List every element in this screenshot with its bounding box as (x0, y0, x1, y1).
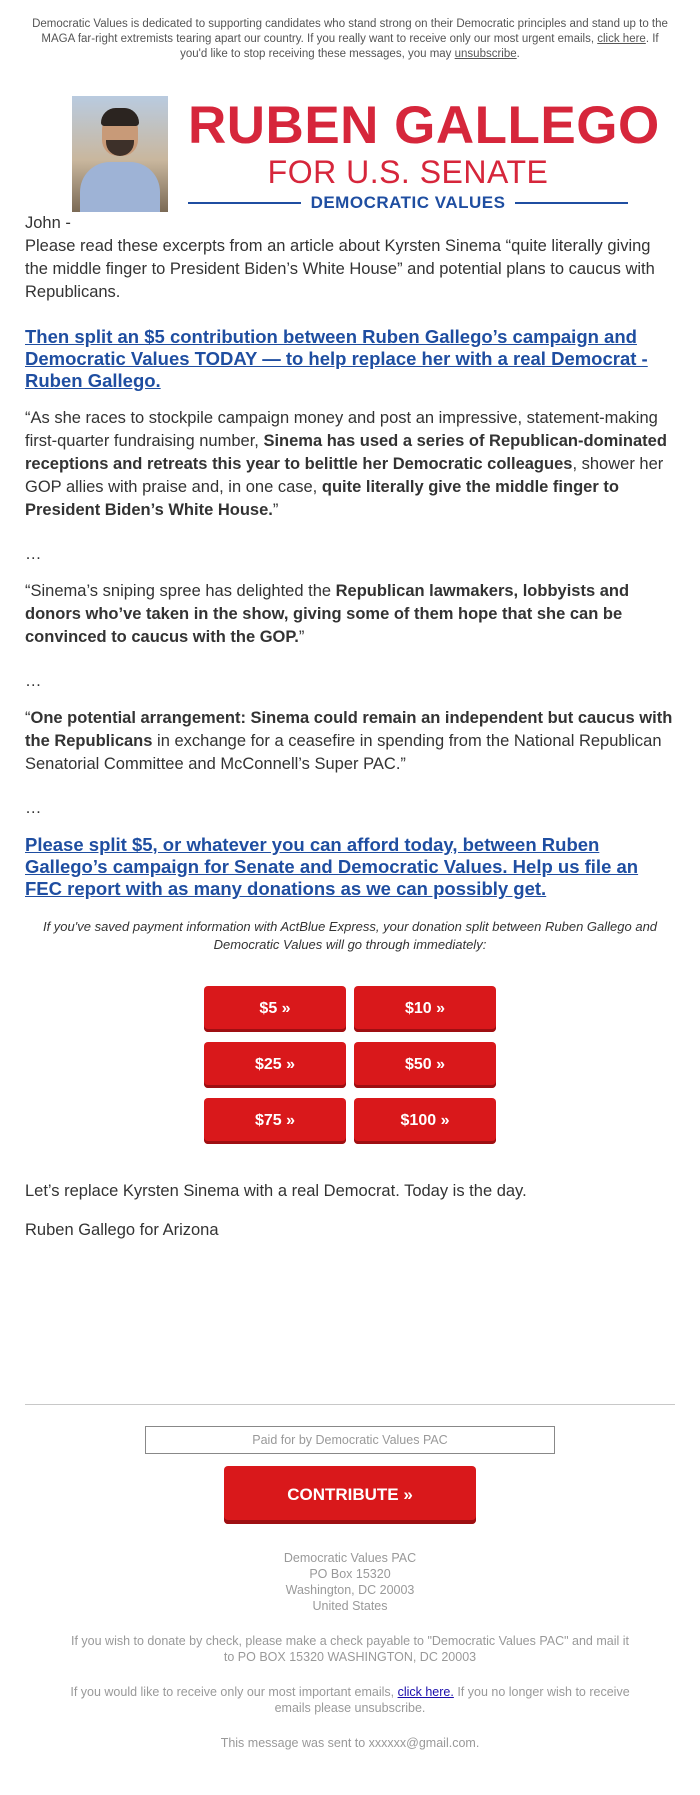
sent-to-note: This message was sent to xxxxxx@gmail.com. (220, 1736, 480, 1750)
closing-line: Let’s replace Kyrsten Sinema with a real Democrat. Today is the day. (25, 1182, 527, 1200)
logo-office: FOR U.S. SENATE (267, 154, 549, 190)
donate-100-button[interactable]: $100 » (354, 1098, 496, 1144)
letter-body (25, 212, 675, 900)
logo-org (188, 193, 628, 213)
preheader-end: . (516, 48, 520, 60)
donation-button-grid (204, 986, 496, 1144)
ellipsis-1: … (25, 545, 42, 563)
footer-divider (25, 1404, 675, 1405)
salutation: John - (25, 214, 71, 232)
footer-click-here-link[interactable]: click here. (397, 1685, 454, 1699)
quote-3: “One potential arrangement: Sinema could remain an independent but caucus with the Republicans in exchange for a ceasefire in spending from the National Republican Senatorial Committee and McConnell’s Super PAC.” (25, 709, 673, 773)
donate-75-button[interactable]: $75 » (204, 1098, 346, 1144)
candidate-photo (72, 96, 168, 212)
quote-1: “As she races to stockpile campaign money and post an impressive, statement-making first-quarter fundraising number, Sinema has used a series of Republican-dominated receptions and retreats this year to belittle her Democratic colleagues, shower her GOP allies with praise and, in one case, quite literally give the middle finger to President Biden’s White House.” (25, 409, 667, 519)
intro-paragraph: Please read these excerpts from an article about Kyrsten Sinema “quite literally giving the middle finger to President Biden’s White House” and potential plans to caucus with Republicans. (25, 237, 655, 301)
mailing-address: Democratic Values PAC PO Box 15320 Washington, DC 20003 United States (283, 1551, 417, 1613)
logo-rule-left (188, 202, 301, 204)
quote-2: “Sinema’s sniping spree has delighted the Republican lawmakers, lobbyists and donors who’ve taken in the show, giving some of them hope that she can be convinced to caucus with the GOP.” (25, 582, 630, 646)
logo-org-text: DEMOCRATIC VALUES (310, 193, 506, 212)
cta-link-1[interactable]: Then split an $5 contribution between Ruben Gallego’s campaign and Democratic Values TODAY — to help replace her with a real Democrat - Ruben Gallego. (25, 326, 648, 391)
signature: Ruben Gallego for Arizona (25, 1221, 219, 1239)
ellipsis-2: … (25, 672, 42, 690)
preheader-text: Democratic Values is dedicated to supporting candidates who stand strong on their Democratic principles and stand up to the MAGA far-right extremists tearing apart our country. If you really want to receive only our most urgent emails, (32, 18, 668, 45)
paid-for-box: Paid for by Democratic Values PAC (145, 1426, 555, 1454)
preheader-middle: . If you'd like to stop receiving these messages, you may (180, 33, 659, 60)
cta-link-2[interactable]: Please split $5, or whatever you can afford today, between Ruben Gallego’s campaign for Senate and Democratic Values. Help us file an FEC report with as many donations as we can possibly get. (25, 834, 639, 899)
unsubscribe-link[interactable]: unsubscribe (454, 48, 517, 60)
check-donation-note: If you wish to donate by check, please make a check payable to "Democratic Values PAC" and mail it to PO BOX 15320 WASHINGTON, DC 20003 (71, 1634, 629, 1664)
actblue-express-note: If you've saved payment information with ActBlue Express, your donation split between Ruben Gallego and Democratic Values will go through immediately: (42, 919, 658, 952)
logo-rule-right (515, 202, 628, 204)
ellipsis-3: … (25, 799, 42, 817)
donate-10-button[interactable]: $10 » (354, 986, 496, 1032)
preheader (25, 0, 675, 62)
donate-5-button[interactable]: $5 » (204, 986, 346, 1032)
campaign-header (25, 96, 675, 212)
contribute-button[interactable]: CONTRIBUTE » (224, 1466, 476, 1524)
campaign-logo (188, 96, 660, 213)
click-here-link[interactable]: click here (597, 33, 646, 45)
logo-name: RUBEN GALLEGO (188, 96, 660, 155)
donate-50-button[interactable]: $50 » (354, 1042, 496, 1088)
email-preferences-note: If you would like to receive only our most important emails, click here. If you no longer wish to receive emails please unsubscribe. (70, 1685, 630, 1715)
donate-25-button[interactable]: $25 » (204, 1042, 346, 1088)
